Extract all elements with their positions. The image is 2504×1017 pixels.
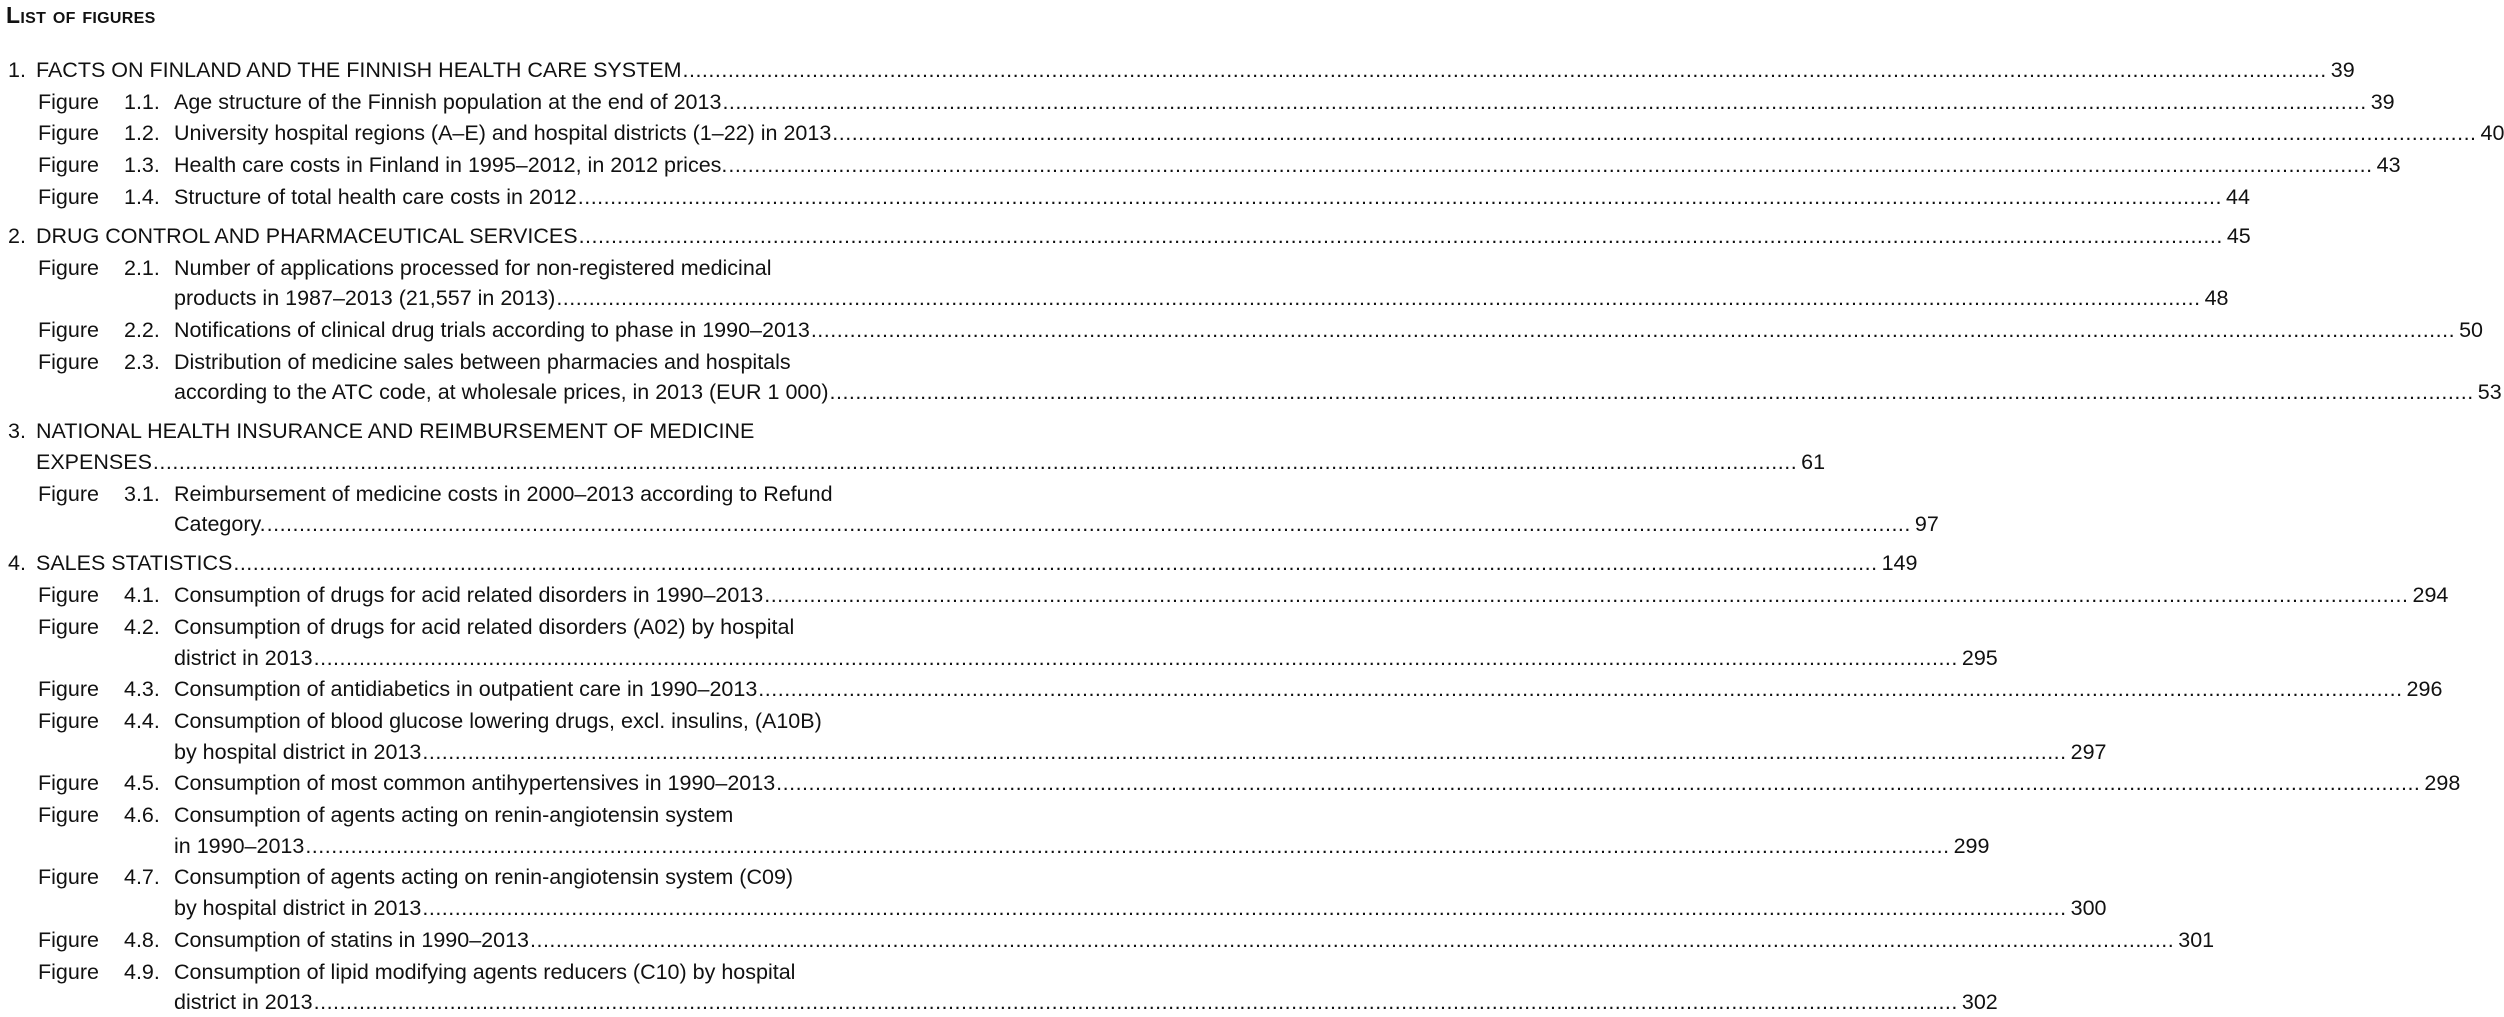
dot-leader — [305, 831, 1949, 861]
section-number: 4. — [8, 551, 26, 576]
dot-leader — [530, 925, 2174, 955]
figure-entry — [38, 768, 2461, 798]
page-number: 297 — [2070, 739, 2107, 764]
page-number: 39 — [2330, 58, 2355, 82]
page-number: 50 — [2459, 317, 2483, 342]
section-entry — [8, 55, 2355, 85]
figure-number: 4.1. — [124, 583, 160, 608]
figure-caption: according to the ATC code, at wholesale prices, in 2013 (EUR 1 000) — [174, 380, 829, 405]
figure-caption: Consumption of drugs for acid related disorders in 1990–2013 — [174, 583, 764, 608]
figure-label: Figure — [38, 771, 99, 796]
figure-entry — [38, 957, 956, 987]
dot-leader — [683, 55, 2327, 85]
figure-label: Figure — [38, 89, 99, 114]
dot-leader — [832, 118, 2476, 148]
figure-number: 4.6. — [124, 803, 160, 827]
figure-caption: University hospital regions (A–E) and hospital districts (1–22) in 2013 — [174, 121, 832, 146]
figure-caption: Consumption of most common antihypertensives in 1990–2013 — [174, 771, 776, 796]
figure-caption: Health care costs in Finland in 1995–2012, in 2012 prices. — [174, 153, 728, 178]
section-number: 2. — [8, 223, 26, 248]
figure-caption: Consumption of statins in 1990–2013 — [174, 927, 529, 952]
section-title: DRUG CONTROL AND PHARMACEUTICAL SERVICES — [36, 223, 578, 248]
page-title: List of figures — [6, 2, 156, 28]
figure-number: 2.1. — [124, 255, 160, 280]
figure-entry — [174, 509, 1939, 539]
figure-caption: Number of applications processed for non-registered medicinal — [174, 255, 772, 280]
figure-label: Figure — [38, 349, 99, 374]
figure-number: 4.8. — [124, 927, 160, 952]
section-title: NATIONAL HEALTH INSURANCE AND REIMBURSEMENT OF MEDICINE — [36, 419, 755, 444]
figure-entry — [174, 893, 2107, 923]
page-number: 302 — [1961, 990, 1998, 1015]
figure-entry — [174, 283, 2229, 313]
figure-caption: Notifications of clinical drug trials according to phase in 1990–2013 — [174, 317, 810, 342]
figure-number: 4.4. — [124, 708, 160, 733]
figure-entry — [38, 253, 956, 283]
page-number: 149 — [1881, 551, 1918, 576]
figure-caption: Age structure of the Finnish population at the end of 2013 — [174, 89, 722, 114]
dot-leader — [578, 182, 2222, 212]
figure-label: Figure — [38, 583, 99, 608]
figure-label: Figure — [38, 153, 99, 178]
figure-entry — [38, 612, 956, 642]
dot-leader — [267, 509, 1911, 539]
page-number: 299 — [1953, 833, 1990, 858]
dot-leader — [811, 315, 2455, 345]
dot-leader — [233, 548, 1877, 578]
figure-number: 4.5. — [124, 771, 160, 796]
section-number: 1. — [8, 58, 26, 82]
figure-entry — [38, 862, 956, 892]
figure-caption: Consumption of agents acting on renin-angiotensin system — [174, 803, 734, 827]
figure-entry — [38, 479, 956, 509]
dot-leader — [556, 283, 2200, 313]
dot-leader — [579, 221, 2223, 251]
figure-number: 4.7. — [124, 865, 160, 890]
figure-entry — [38, 580, 2449, 610]
page-number: 97 — [1914, 512, 1939, 537]
dot-leader — [764, 580, 2408, 610]
section-title: EXPENSES — [36, 450, 152, 474]
figure-caption: Consumption of blood glucose lowering drugs, excl. insulins, (A10B) — [174, 708, 822, 733]
figure-entry — [38, 674, 2443, 704]
figure-entry — [38, 706, 956, 736]
section-entry — [8, 221, 2251, 251]
dot-leader — [722, 87, 2366, 117]
page-number: 296 — [2406, 677, 2443, 702]
figure-entry — [38, 925, 2215, 955]
page-number: 61 — [1801, 450, 1826, 474]
figure-number: 3.1. — [124, 481, 160, 506]
figure-caption: by hospital district in 2013 — [174, 896, 422, 921]
figure-caption: district in 2013 — [174, 645, 313, 670]
dot-leader — [776, 768, 2420, 798]
figure-label: Figure — [38, 317, 99, 342]
dot-leader — [422, 737, 2066, 767]
figure-caption: in 1990–2013 — [174, 833, 305, 858]
figure-caption: products in 1987–2013 (21,557 in 2013) — [174, 286, 556, 311]
page-number: 298 — [2424, 771, 2461, 796]
figure-entry — [38, 182, 2250, 212]
section-entry — [8, 416, 956, 446]
figure-label: Figure — [38, 481, 99, 506]
figure-caption: Reimbursement of medicine costs in 2000–2013 according to Refund — [174, 481, 833, 506]
figure-caption: district in 2013 — [174, 990, 313, 1015]
figure-label: Figure — [38, 865, 99, 890]
figure-label: Figure — [38, 677, 99, 702]
section-entry — [8, 548, 1918, 578]
figure-entry — [38, 347, 956, 377]
page-number: 294 — [2412, 583, 2449, 608]
section-title: SALES STATISTICS — [36, 551, 233, 576]
page-number: 39 — [2370, 89, 2395, 114]
dot-leader — [728, 150, 2372, 180]
dot-leader — [422, 893, 2066, 923]
figure-entry — [174, 987, 1998, 1017]
figure-label: Figure — [38, 255, 99, 280]
figure-entry — [174, 377, 2502, 407]
figure-caption: by hospital district in 2013 — [174, 739, 422, 764]
dot-leader — [830, 377, 2474, 407]
figure-caption: Consumption of antidiabetics in outpatient care in 1990–2013 — [174, 677, 758, 702]
figure-number: 1.1. — [124, 89, 160, 114]
figure-number: 4.2. — [124, 614, 160, 639]
figure-entry — [38, 150, 2401, 180]
figure-entry — [174, 831, 1990, 861]
figure-number: 1.2. — [124, 121, 160, 146]
figure-caption: Structure of total health care costs in 2012 — [174, 184, 577, 209]
page-number: 301 — [2178, 927, 2215, 952]
figure-number: 2.3. — [124, 349, 160, 374]
dot-leader — [153, 447, 1797, 477]
page-number: 53 — [2477, 380, 2502, 405]
figure-entry — [174, 643, 1998, 673]
figure-caption: Distribution of medicine sales between pharmacies and hospitals — [174, 349, 791, 374]
figure-entry — [38, 800, 956, 830]
page-number: 40 — [2480, 121, 2504, 146]
figure-caption: Consumption of drugs for acid related disorders (A02) by hospital — [174, 614, 795, 639]
figure-caption: Consumption of agents acting on renin-angiotensin system (C09) — [174, 865, 794, 890]
page-number: 300 — [2070, 896, 2107, 921]
figure-number: 4.9. — [124, 959, 160, 984]
figure-label: Figure — [38, 959, 99, 984]
figure-label: Figure — [38, 927, 99, 952]
section-entry — [8, 447, 1826, 477]
figure-entry — [38, 87, 2395, 117]
figure-entry — [38, 315, 2483, 345]
section-number: 3. — [8, 419, 26, 444]
figure-label: Figure — [38, 121, 99, 146]
figure-caption: Category. — [174, 512, 266, 537]
page-number: 48 — [2204, 286, 2229, 311]
figure-label: Figure — [38, 803, 99, 827]
figure-label: Figure — [38, 614, 99, 639]
page-number: 295 — [1961, 645, 1998, 670]
figure-number: 2.2. — [124, 317, 160, 342]
page-number: 45 — [2226, 223, 2251, 248]
page-number: 44 — [2226, 184, 2250, 209]
page-number: 43 — [2376, 153, 2401, 178]
dot-leader — [314, 643, 1958, 673]
figure-entry — [38, 118, 2504, 148]
figure-label: Figure — [38, 184, 99, 209]
dot-leader — [314, 987, 1958, 1017]
figure-caption: Consumption of lipid modifying agents reducers (C10) by hospital — [174, 959, 796, 984]
dot-leader — [758, 674, 2402, 704]
figure-number: 1.4. — [124, 184, 160, 209]
figure-label: Figure — [38, 708, 99, 733]
figure-number: 4.3. — [124, 677, 160, 702]
section-title: FACTS ON FINLAND AND THE FINNISH HEALTH CARE SYSTEM — [36, 58, 682, 82]
figure-entry — [174, 737, 2107, 767]
figure-number: 1.3. — [124, 153, 160, 178]
